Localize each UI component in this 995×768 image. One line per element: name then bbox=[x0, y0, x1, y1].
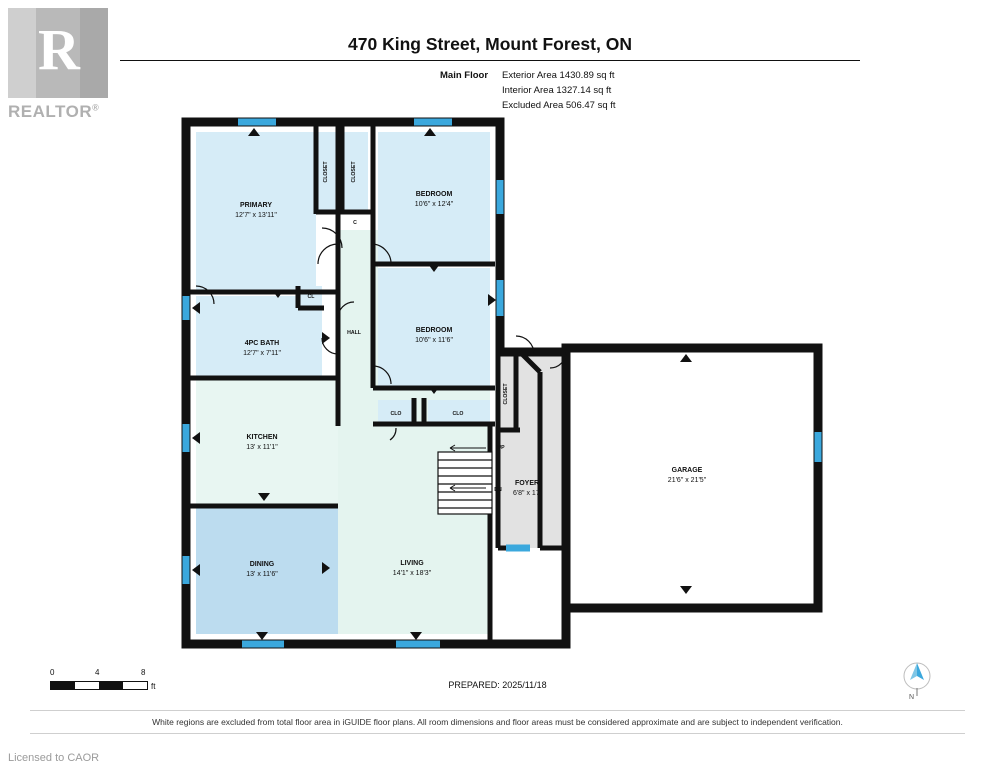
area-exterior: Exterior Area 1430.89 sq ft bbox=[502, 70, 615, 81]
room-dims-dining: 13' x 11'6" bbox=[246, 571, 278, 578]
label-dn: DN bbox=[494, 487, 502, 493]
scale-ticks bbox=[50, 668, 170, 680]
room-dims-kitchen: 13' x 11'1" bbox=[246, 444, 278, 451]
floor-label: Main Floor bbox=[440, 70, 489, 81]
room-label-bedroom-2: BEDROOM bbox=[415, 327, 453, 334]
logo-letter: R bbox=[38, 17, 80, 82]
scale-unit: ft bbox=[151, 682, 156, 691]
room-label-kitchen: KITCHEN bbox=[246, 434, 278, 441]
label-clo-2: CLO bbox=[452, 411, 464, 417]
room-label-foyer: FOYER bbox=[514, 480, 540, 487]
room-dims-bath: 12'7" x 7'11" bbox=[243, 350, 281, 357]
area-excluded: Excluded Area 506.47 sq ft bbox=[502, 100, 616, 111]
scale-tick-2: 8 bbox=[141, 668, 146, 677]
room-label-dining: DINING bbox=[249, 561, 275, 568]
label-closet-2: CLOSET bbox=[351, 161, 357, 183]
scale-tick-1: 4 bbox=[95, 668, 100, 677]
page-title: 470 King Street, Mount Forest, ON bbox=[348, 34, 632, 54]
scale-tick-0: 0 bbox=[50, 668, 55, 677]
room-label-living: LIVING bbox=[400, 560, 424, 567]
room-dims-garage: 21'6" x 21'5" bbox=[667, 477, 707, 484]
room-dims-foyer: 6'8" x 17' bbox=[512, 490, 542, 497]
label-up: UP bbox=[497, 445, 505, 451]
logo-registered-icon: ® bbox=[92, 102, 100, 113]
room-dims-primary: 12'7" x 13'11" bbox=[235, 212, 277, 219]
area-interior: Interior Area 1327.14 sq ft bbox=[502, 85, 612, 96]
license-text: Licensed to CAOR bbox=[8, 752, 100, 764]
label-closet-1: CLOSET bbox=[323, 161, 329, 183]
label-hall: HALL bbox=[347, 330, 361, 336]
disclaimer-text: White regions are excluded from total floor area in iGUIDE floor plans. All room dimensions and floor areas must be considered approximate and are subject to independent verification. bbox=[30, 710, 965, 734]
compass-icon bbox=[893, 658, 941, 706]
room-dims-bedroom-1: 10'6" x 12'4" bbox=[414, 201, 454, 208]
room-label-bath: 4PC BATH bbox=[244, 340, 280, 347]
room-dims-bedroom-2: 10'6" x 11'6" bbox=[415, 337, 453, 344]
label-clo-1: CLO bbox=[390, 411, 402, 417]
room-label-bedroom-1: BEDROOM bbox=[415, 191, 453, 198]
room-label-garage: GARAGE bbox=[671, 467, 703, 474]
logo-wordmark-text: REALTOR bbox=[8, 102, 93, 121]
label-closet-3: CLOSET bbox=[503, 383, 509, 405]
compass-north-label: N bbox=[909, 694, 915, 701]
label-cl: CL bbox=[307, 294, 315, 300]
prepared-date: PREPARED: 2025/11/18 bbox=[448, 680, 547, 690]
room-label-primary: PRIMARY bbox=[239, 202, 273, 209]
label-c: C bbox=[353, 220, 357, 226]
room-dims-living: 14'1" x 18'3" bbox=[392, 570, 432, 577]
